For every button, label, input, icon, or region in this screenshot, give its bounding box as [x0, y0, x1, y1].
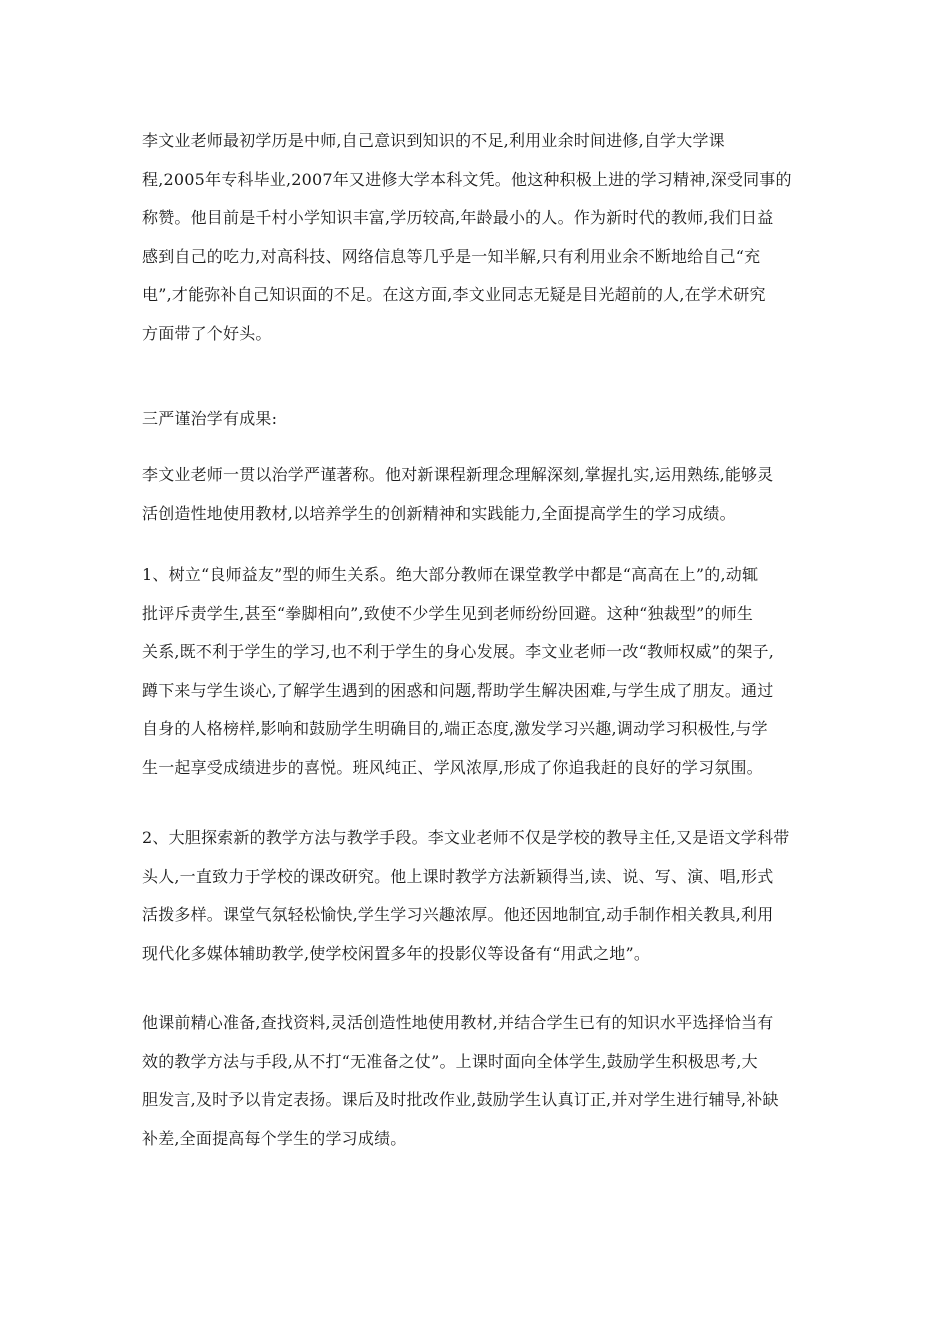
- text-line: 生一起享受成绩进步的喜悦。班风纯正、学风浓厚,形成了你追我赶的良好的学习氛围。: [142, 757, 763, 777]
- text-line: 程,2005年专科毕业,2007年又进修大学本科文凭。他这种积极上进的学习精神,深受同事的: [142, 169, 792, 189]
- paragraph-lesson-preparation: [142, 1004, 814, 1158]
- heading-line: 三严谨治学有成果:: [142, 409, 278, 428]
- paragraph-point-1: [142, 556, 814, 787]
- text-line: 李文业老师最初学历是中师,自己意识到知识的不足,利用业余时间进修,自学大学课: [142, 131, 725, 150]
- text-line: 1、树立“良师益友”型的师生关系。绝大部分教师在课堂教学中都是“高高在上”的,动辄: [142, 565, 759, 584]
- text-line: 头人,一直致力于学校的课改研究。他上课时教学方法新颖得当,读、说、写、演、唱,形式: [142, 866, 774, 886]
- text-line: 李文业老师一贯以治学严谨著称。他对新课程新理念理解深刻,掌握扎实,运用熟练,能够灵: [142, 465, 774, 484]
- paragraph-point-2: [142, 819, 814, 973]
- text-line: 补差,全面提高每个学生的学习成绩。: [142, 1128, 407, 1148]
- text-line: 2、大胆探索新的教学方法与教学手段。李文业老师不仅是学校的教导主任,又是语文学科带: [142, 828, 790, 847]
- paragraph-rigorous-scholarship: [142, 456, 814, 533]
- text-line: 自身的人格榜样,影响和鼓励学生明确目的,端正态度,激发学习兴趣,调动学习积极性,与学: [142, 719, 768, 738]
- text-line: 感到自己的吃力,对高科技、网络信息等几乎是一知半解,只有利用业余不断地给自己“充: [142, 246, 761, 266]
- text-line: 关系,既不利于学生的学习,也不利于学生的身心发展。李文业老师一改“教师权威”的架子,: [142, 642, 775, 661]
- text-line: 活创造性地使用教材,以培养学生的创新精神和实践能力,全面提高学生的学习成绩。: [142, 503, 736, 523]
- text-line: 称赞。他目前是千村小学知识丰富,学历较高,年龄最小的人。作为新时代的教师,我们日益: [142, 208, 774, 227]
- text-line: 蹲下来与学生谈心,了解学生遇到的困惑和问题,帮助学生解决困难,与学生成了朋友。通过: [142, 680, 774, 700]
- text-line: 效的教学方法与手段,从不打“无准备之仗”。上课时面向全体学生,鼓励学生积极思考,大: [142, 1051, 758, 1071]
- text-line: 胆发言,及时予以肯定表扬。课后及时批改作业,鼓励学生认真订正,并对学生进行辅导,补缺: [142, 1090, 779, 1109]
- text-line: 他课前精心准备,查找资料,灵活创造性地使用教材,并结合学生已有的知识水平选择恰当有: [142, 1013, 774, 1032]
- text-line: 现代化多媒体辅助教学,使学校闲置多年的投影仪等设备有“用武之地”。: [142, 943, 651, 963]
- section-heading: [142, 400, 814, 439]
- text-line: 活拨多样。课堂气氛轻松愉快,学生学习兴趣浓厚。他还因地制宜,动手制作相关教具,利用: [142, 905, 774, 924]
- text-line: 电”,才能弥补自己知识面的不足。在这方面,李文业同志无疑是目光超前的人,在学术研究: [142, 285, 766, 304]
- text-line: 批评斥责学生,甚至“拳脚相向”,致使不少学生见到老师纷纷回避。这种“独裁型”的师生: [142, 603, 754, 623]
- text-line: 方面带了个好头。: [142, 323, 272, 343]
- paragraph-further-study: [142, 122, 814, 353]
